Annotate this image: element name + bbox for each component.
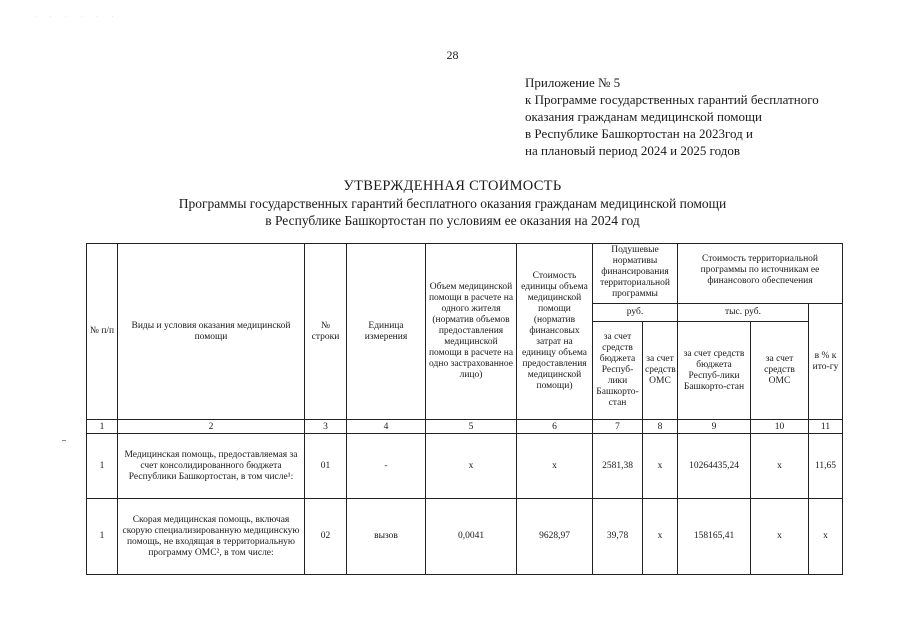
table-row (87, 499, 843, 575)
header-num: № п/п (87, 244, 118, 420)
document-subtitle-2: в Республике Башкортостан по условиям ее оказания на 2024 год (265, 213, 640, 228)
cell-row: 02 (305, 499, 347, 575)
column-number: 4 (347, 420, 426, 434)
appendix-line: в Республике Башкортостан на 2023год и (525, 126, 753, 141)
cell-cost: 9628,97 (517, 499, 593, 575)
cell-percent: 11,65 (809, 434, 843, 499)
cell-oms-thous: x (751, 434, 809, 499)
header-thous-rub: тыс. руб. (678, 304, 809, 322)
table-row (87, 434, 843, 499)
header-budget-rub: за счет средств бюджета Респуб-лики Башкорто-стан (593, 322, 643, 420)
margin-mark (62, 440, 66, 441)
cell-oms-rub: x (643, 434, 678, 499)
cell-volume: x (426, 434, 517, 499)
cell-oms-rub: x (643, 499, 678, 575)
cell-kind: Медицинская помощь, предоставляемая за счет консолидированного бюджета Республики Башкортостан, в том числе¹: (118, 434, 305, 499)
header-percent: в % к ито-гу (809, 304, 843, 420)
cell-unit: вызов (347, 499, 426, 575)
header-per-capita: Подушевые нормативы финансирования территориальной программы (593, 244, 678, 304)
appendix-note (525, 74, 819, 159)
header-kind: Виды и условия оказания медицинской помощи (118, 244, 305, 420)
column-number: 3 (305, 420, 347, 434)
header-rub: руб. (593, 304, 678, 322)
header-row: № строки (305, 244, 347, 420)
cell-unit: - (347, 434, 426, 499)
column-number: 6 (517, 420, 593, 434)
column-number: 10 (751, 420, 809, 434)
appendix-line: оказания гражданам медицинской помощи (525, 109, 762, 124)
column-number: 1 (87, 420, 118, 434)
cell-percent: x (809, 499, 843, 575)
appendix-line: Приложение № 5 (525, 75, 621, 90)
page-number: 28 (446, 48, 459, 62)
cell-kind: Скорая медицинская помощь, включая скорую специализированную медицинскую помощь, не входящая в территориальную программу ОМС², в том числе: (118, 499, 305, 575)
column-number: 11 (809, 420, 843, 434)
column-number-row (87, 420, 843, 434)
cell-num: 1 (87, 434, 118, 499)
scan-artifact: · · · · · · (34, 14, 120, 20)
document-title: УТВЕРЖДЕННАЯ СТОИМОСТЬ (343, 178, 562, 194)
column-number: 8 (643, 420, 678, 434)
header-budget-thous: за счет средств бюджета Респуб-лики Башкорто-стан (678, 322, 751, 420)
column-number: 5 (426, 420, 517, 434)
cell-oms-thous: x (751, 499, 809, 575)
cell-row: 01 (305, 434, 347, 499)
cell-budget-rub: 2581,38 (593, 434, 643, 499)
header-unit: Единица измерения (347, 244, 426, 420)
header-oms-rub: за счет средств ОМС (643, 322, 678, 420)
header-oms-thous: за счет средств ОМС (751, 322, 809, 420)
appendix-line: на плановый период 2024 и 2025 годов (525, 143, 740, 158)
header-program-cost: Стоимость территориальной программы по источникам ее финансового обеспечения (678, 244, 843, 304)
title-block (0, 177, 905, 229)
appendix-line: к Программе государственных гарантий бесплатного (525, 92, 819, 107)
cell-cost: x (517, 434, 593, 499)
column-number: 2 (118, 420, 305, 434)
cell-num: 1 (87, 499, 118, 575)
cost-table (86, 243, 843, 575)
column-number: 9 (678, 420, 751, 434)
header-volume: Объем медицинской помощи в расчете на одного жителя (норматив объемов предоставления медицинской помощи в расчете на одно застрахованное лицо) (426, 244, 517, 420)
document-subtitle: Программы государственных гарантий бесплатного оказания гражданам медицинской помощи (178, 196, 727, 211)
column-number: 7 (593, 420, 643, 434)
header-cost: Стоимость единицы объема медицинской помощи (норматив финансовых затрат на единицу объема предоставления медицинской помощи) (517, 244, 593, 420)
cell-volume: 0,0041 (426, 499, 517, 575)
cell-budget-thous: 10264435,24 (678, 434, 751, 499)
cell-budget-thous: 158165,41 (678, 499, 751, 575)
cell-budget-rub: 39,78 (593, 499, 643, 575)
